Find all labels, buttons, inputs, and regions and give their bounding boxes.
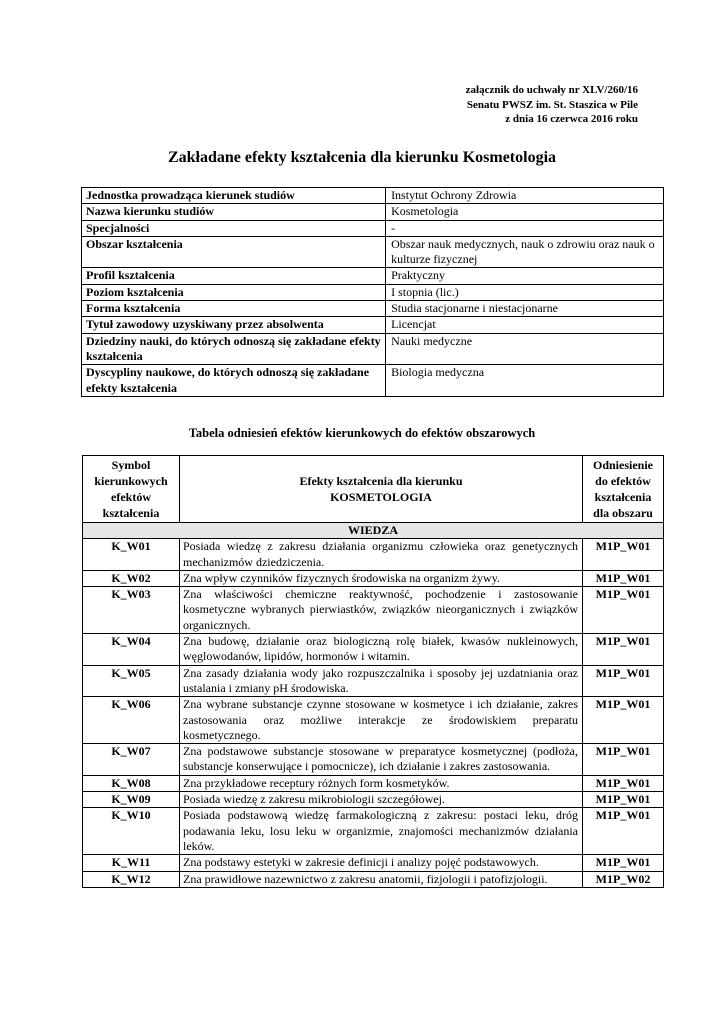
effect-description: Zna budowę, działanie oraz biologiczną rolę białek, kwasów nukleinowych, węglowodanów, lipidów, hormonów i witamin. (180, 634, 583, 666)
info-row (82, 284, 664, 300)
effect-description: Zna wpływ czynników fizycznych środowiska na organizm żywy. (180, 570, 583, 586)
effect-row (83, 697, 664, 744)
effects-header-row (83, 456, 664, 523)
header-reference: Odniesienie do efektów kształcenia dla obszaru (583, 456, 664, 523)
effect-row (83, 808, 664, 855)
effect-symbol: K_W07 (83, 744, 180, 776)
info-value: Obszar nauk medycznych, nauk o zdrowiu oraz nauk o kulturze fizycznej (386, 236, 664, 268)
effect-description: Zna podstawowe substancje stosowane w preparatyce kosmetycznej (podłoża, substancje konserwujące i pomocnicze), ich działanie i zakres zastosowania. (180, 744, 583, 776)
annex-line-1: załącznik do uchwały nr XLV/260/16 (465, 84, 638, 96)
effect-description: Posiada podstawową wiedzę farmakologiczną z zakresu: postaci leku, dróg podawania leku, losu leku w organizmie, znajomości mechanizmów działania leków. (180, 808, 583, 855)
info-label: Dziedziny nauki, do których odnoszą się zakładane efekty kształcenia (82, 333, 386, 365)
effect-row (83, 539, 664, 571)
header-effects (180, 456, 583, 523)
effect-reference: M1P_W02 (583, 871, 664, 887)
info-label: Poziom kształcenia (82, 284, 386, 300)
info-value: Biologia medyczna (386, 365, 664, 397)
effect-row (83, 665, 664, 697)
info-value: Kosmetologia (386, 204, 664, 220)
effect-description: Zna właściwości chemiczne reaktywność, pochodzenie i zastosowanie kosmetyczne wybranych pierwiastków, związków nieorganicznych i związków organicznych. (180, 587, 583, 634)
effect-symbol: K_W01 (83, 539, 180, 571)
effect-row (83, 792, 664, 808)
effect-symbol: K_W10 (83, 808, 180, 855)
effect-description: Zna przykładowe receptury różnych form kosmetyków. (180, 775, 583, 791)
effect-description: Posiada wiedzę z zakresu działania organizmu człowieka oraz genetycznych mechanizmów dziedziczenia. (180, 539, 583, 571)
info-row (82, 188, 664, 204)
effect-row (83, 744, 664, 776)
effect-row (83, 775, 664, 791)
effect-reference: M1P_W01 (583, 775, 664, 791)
effect-reference: M1P_W01 (583, 697, 664, 744)
effect-symbol: K_W06 (83, 697, 180, 744)
info-label: Tytuł zawodowy uzyskiwany przez absolwenta (82, 317, 386, 333)
section-row (83, 523, 664, 539)
header-symbol: Symbol kierunkowych efektów kształcenia (83, 456, 180, 523)
info-label: Forma kształcenia (82, 301, 386, 317)
info-label: Obszar kształcenia (82, 236, 386, 268)
effect-reference: M1P_W01 (583, 744, 664, 776)
effect-row (83, 634, 664, 666)
effect-row (83, 855, 664, 871)
effect-description: Zna podstawy estetyki w zakresie definicji i analizy pojęć podstawowych. (180, 855, 583, 871)
info-row (82, 317, 664, 333)
effect-reference: M1P_W01 (583, 855, 664, 871)
program-info-table (81, 187, 664, 397)
effect-symbol: K_W02 (83, 570, 180, 586)
info-value: Nauki medyczne (386, 333, 664, 365)
page-title: Zakładane efekty kształcenia dla kierunku Kosmetologia (167, 149, 557, 166)
info-value: Studia stacjonarne i niestacjonarne (386, 301, 664, 317)
info-label: Profil kształcenia (82, 268, 386, 284)
effect-symbol: K_W09 (83, 792, 180, 808)
effect-symbol: K_W04 (83, 634, 180, 666)
info-value: Praktyczny (386, 268, 664, 284)
effect-symbol: K_W08 (83, 775, 180, 791)
info-value: Instytut Ochrony Zdrowia (386, 188, 664, 204)
effects-table (82, 455, 664, 888)
annex-line-3: z dnia 16 czerwca 2016 roku (505, 113, 638, 125)
info-value: I stopnia (lic.) (386, 284, 664, 300)
effect-reference: M1P_W01 (583, 808, 664, 855)
annex-line-2: Senatu PWSZ im. St. Staszica w Pile (466, 98, 638, 111)
table-subtitle: Tabela odniesień efektów kierunkowych do efektów obszarowych (188, 426, 536, 440)
info-label: Nazwa kierunku studiów (82, 204, 386, 220)
effect-reference: M1P_W01 (583, 570, 664, 586)
effect-row (83, 871, 664, 887)
info-row (82, 220, 664, 236)
effect-description: Zna prawidłowe nazewnictwo z zakresu anatomii, fizjologii i patofizjologii. (180, 871, 583, 887)
effect-reference: M1P_W01 (583, 587, 664, 634)
effect-symbol: K_W03 (83, 587, 180, 634)
info-value: Licencjat (386, 317, 664, 333)
info-row (82, 236, 664, 268)
header-effects-line-2: KOSMETOLOGIA (330, 490, 432, 504)
info-row (82, 204, 664, 220)
effect-reference: M1P_W01 (583, 634, 664, 666)
info-row (82, 268, 664, 284)
effect-symbol: K_W05 (83, 665, 180, 697)
info-row (82, 301, 664, 317)
effect-reference: M1P_W01 (583, 792, 664, 808)
effect-row (83, 570, 664, 586)
info-value: - (386, 220, 664, 236)
info-label: Dyscypliny naukowe, do których odnoszą się zakładane efekty kształcenia (82, 365, 386, 397)
info-row (82, 333, 664, 365)
effect-reference: M1P_W01 (583, 539, 664, 571)
header-effects-line-1: Efekty kształcenia dla kierunku (299, 474, 463, 488)
annex-note (466, 83, 638, 127)
info-label: Specjalności (82, 220, 386, 236)
effect-description: Zna wybrane substancje czynne stosowane w kosmetyce i ich działanie, zakres zastosowania oraz możliwe interakcje ze środowiskiem preparatu kosmetycznego. (180, 697, 583, 744)
section-label: WIEDZA (83, 523, 664, 539)
effect-symbol: K_W12 (83, 871, 180, 887)
info-label: Jednostka prowadząca kierunek studiów (82, 188, 386, 204)
effect-description: Posiada wiedzę z zakresu mikrobiologii szczegółowej. (180, 792, 583, 808)
effect-reference: M1P_W01 (583, 665, 664, 697)
info-row (82, 365, 664, 397)
effect-symbol: K_W11 (83, 855, 180, 871)
effect-row (83, 587, 664, 634)
effect-description: Zna zasady działania wody jako rozpuszczalnika i sposoby jej uzdatniania oraz ustalania i zmiany pH środowiska. (180, 665, 583, 697)
